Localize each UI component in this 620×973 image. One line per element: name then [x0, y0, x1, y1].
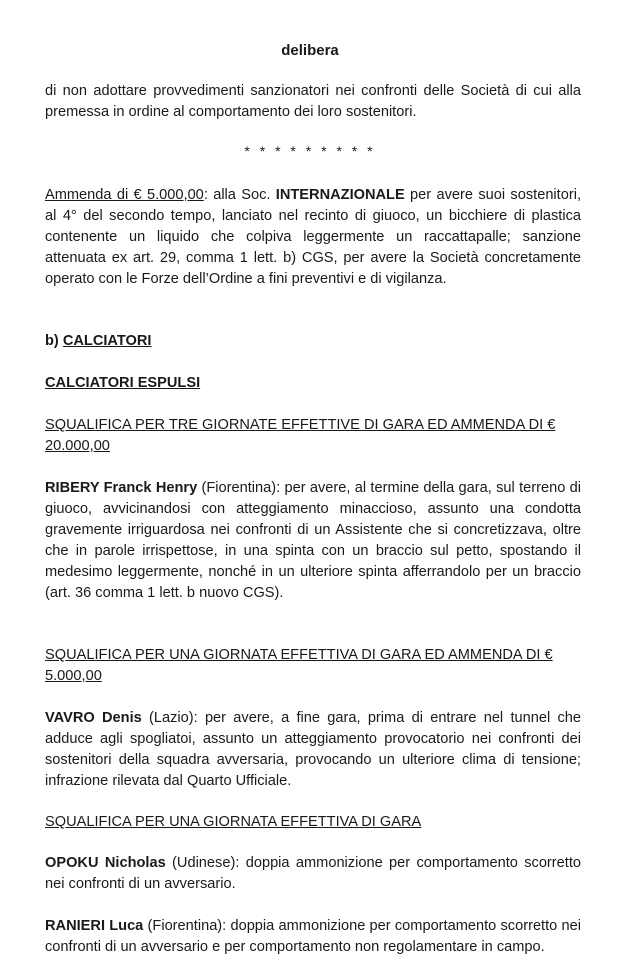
squalifica-tre-heading: SQUALIFICA PER TRE GIORNATE EFFETTIVE DI GARA ED AMMENDA DI € 20.000,00	[45, 417, 556, 454]
section-b-label: CALCIATORI	[62, 333, 152, 349]
ranieri-paragraph	[45, 916, 581, 958]
squalifica-una-ammenda-heading: SQUALIFICA PER UNA GIORNATA EFFETTIVA DI GARA ED AMMENDA DI € 5.000,00	[45, 647, 553, 684]
section-b-prefix: b)	[45, 333, 63, 349]
opoku-name: OPOKU Nicholas	[45, 855, 166, 871]
ammenda-amount: Ammenda di € 5.000,00	[45, 187, 204, 203]
ranieri-name: RANIERI Luca	[45, 918, 144, 934]
ribery-name: RIBERY Franck Henry	[45, 480, 198, 496]
squalifica-una-heading: SQUALIFICA PER UNA GIORNATA EFFETTIVA DI GARA	[45, 814, 422, 830]
delibera-text: di non adottare provvedimenti sanzionatori nei confronti delle Società di cui alla premessa in ordine al comportamento dei loro sostenitori.	[45, 83, 581, 120]
vavro-text: (Lazio): per avere, a fine gara, prima di entrare nel tunnel che adduce agli spogliatoi, assunto un atteggiamento provocatorio nei confronti dei sostenitori della squadra avversaria, provocando un ulteriore clima di tensione; infrazione rilevata dal Quarto Ufficiale.	[45, 710, 581, 789]
ammenda-team: INTERNAZIONALE	[275, 187, 405, 203]
ammenda-pre: : alla Soc.	[203, 187, 276, 203]
section-b-heading	[45, 331, 581, 352]
espulsi-heading: CALCIATORI ESPULSI	[45, 375, 201, 391]
opoku-paragraph	[45, 853, 581, 895]
vavro-name: VAVRO Denis	[45, 710, 142, 726]
separator: * * * * * * * * *	[244, 143, 376, 159]
opoku-text: (Udinese): doppia ammonizione per comportamento scorretto nei confronti di un avversario.	[45, 855, 581, 892]
ammenda-text: per avere suoi sostenitori, al 4° del secondo tempo, lanciato nel recinto di giuoco, un bicchiere di plastica contenente un liquido che colpiva leggermente un raccattapalle; sanzione attenuata ex art. 29, comma 1 lett. b) CGS, per avere la Società concretamente operato con le Forze dell’Ordine a fini preventivi e di vigilanza.	[45, 187, 581, 287]
ranieri-text: (Fiorentina): doppia ammonizione per comportamento scorretto nei confronti di un avversario e per comportamento non regolamentare in campo.	[45, 918, 581, 955]
vavro-paragraph	[45, 708, 581, 792]
ribery-paragraph	[45, 478, 581, 604]
ribery-text: (Fiorentina): per avere, al termine della gara, sul terreno di giuoco, avvicinandosi con atteggiamento minaccioso, assunto una condotta gravemente irriguardosa nei confronti di un Assistente che si concretizzava, oltre che in parole irrispettose, in una spinta con un braccio sul petto, spostando il medesimo leggermente, nonché in un ulteriore spinta afferrandolo per un braccio (art. 36 comma 1 lett. b nuovo CGS).	[45, 480, 581, 601]
delibera-title: delibera	[281, 42, 339, 59]
ammenda-paragraph	[45, 185, 581, 290]
